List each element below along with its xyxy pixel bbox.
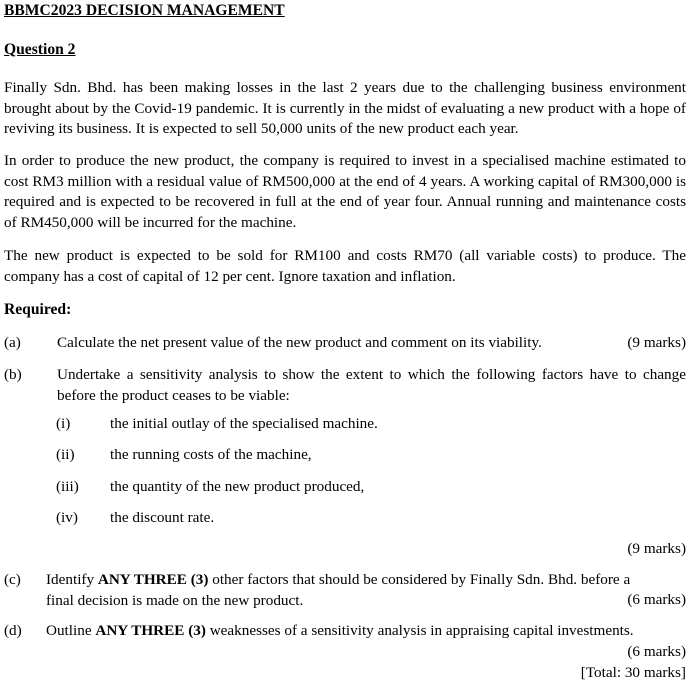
part-d-body [46, 621, 686, 642]
part-c-text-before: Identify [46, 571, 98, 588]
total-marks: [Total: 30 marks] [580, 664, 686, 681]
part-c-label: (c) [4, 571, 21, 588]
part-b-text: Undertake a sensitivity analysis to show the extent to which the following factors have to change before the product ceases to be viable: [57, 366, 686, 404]
part-c-text-after: other factors that should be considered by Finally Sdn. Bhd. before a [208, 571, 631, 588]
subitem-text: the quantity of the new product produced, [110, 478, 365, 495]
question-heading: Question 2 [4, 41, 76, 58]
paragraph-pricing: The new product is expected to be sold for RM100 and costs RM70 (all variable costs) to produce. The company has a cost of capital of 12 per cent. Ignore taxation and inflation. [4, 247, 686, 285]
part-c-text-line2: final decision is made on the new product. [46, 591, 304, 609]
subitem-label: (i) [56, 415, 71, 432]
part-a-marks: (9 marks) [627, 334, 686, 351]
part-a-label: (a) [4, 334, 21, 351]
part-b-label: (b) [4, 366, 22, 383]
part-c-text-bold: ANY THREE (3) [97, 571, 209, 588]
part-d-label: (d) [4, 622, 22, 639]
required-label: Required: [4, 301, 72, 318]
part-d-text-before: Outline [46, 622, 96, 639]
part-d-marks: (6 marks) [627, 643, 686, 660]
subitem-text: the running costs of the machine, [110, 446, 312, 463]
subitem-text: the initial outlay of the specialised machine. [110, 415, 378, 432]
paragraph-background: Finally Sdn. Bhd. has been making losses in the last 2 years due to the challenging business environment brought about by the Covid-19 pandemic. It is currently in the midst of evaluating a new product with a hope of reviving its business. It is expected to sell 50,000 units of the new product each year. [4, 79, 686, 137]
subitem-text: the discount rate. [110, 509, 215, 526]
subitem-label: (iv) [56, 509, 78, 526]
part-a-text: Calculate the net present value of the new product and comment on its viability. [57, 334, 542, 351]
course-title: BBMC2023 DECISION MANAGEMENT [4, 2, 285, 19]
part-b-marks: (9 marks) [627, 540, 686, 557]
paragraph-investment: In order to produce the new product, the company is required to invest in a specialised machine estimated to cost RM3 million with a residual value of RM500,000 at the end of 4 years. A working capital of RM300,000 is required and is expected to be recovered in full at the end of year four. Annual running and maintenance costs of RM450,000 will be incurred for the machine. [4, 152, 686, 231]
subitem-label: (ii) [56, 446, 75, 463]
part-c-body [46, 570, 686, 611]
part-d-text-after: weaknesses of a sensitivity analysis in appraising capital investments. [205, 622, 634, 639]
part-c-marks: (6 marks) [627, 591, 686, 608]
part-d-text-bold: ANY THREE (3) [95, 622, 206, 639]
subitem-label: (iii) [56, 478, 79, 495]
